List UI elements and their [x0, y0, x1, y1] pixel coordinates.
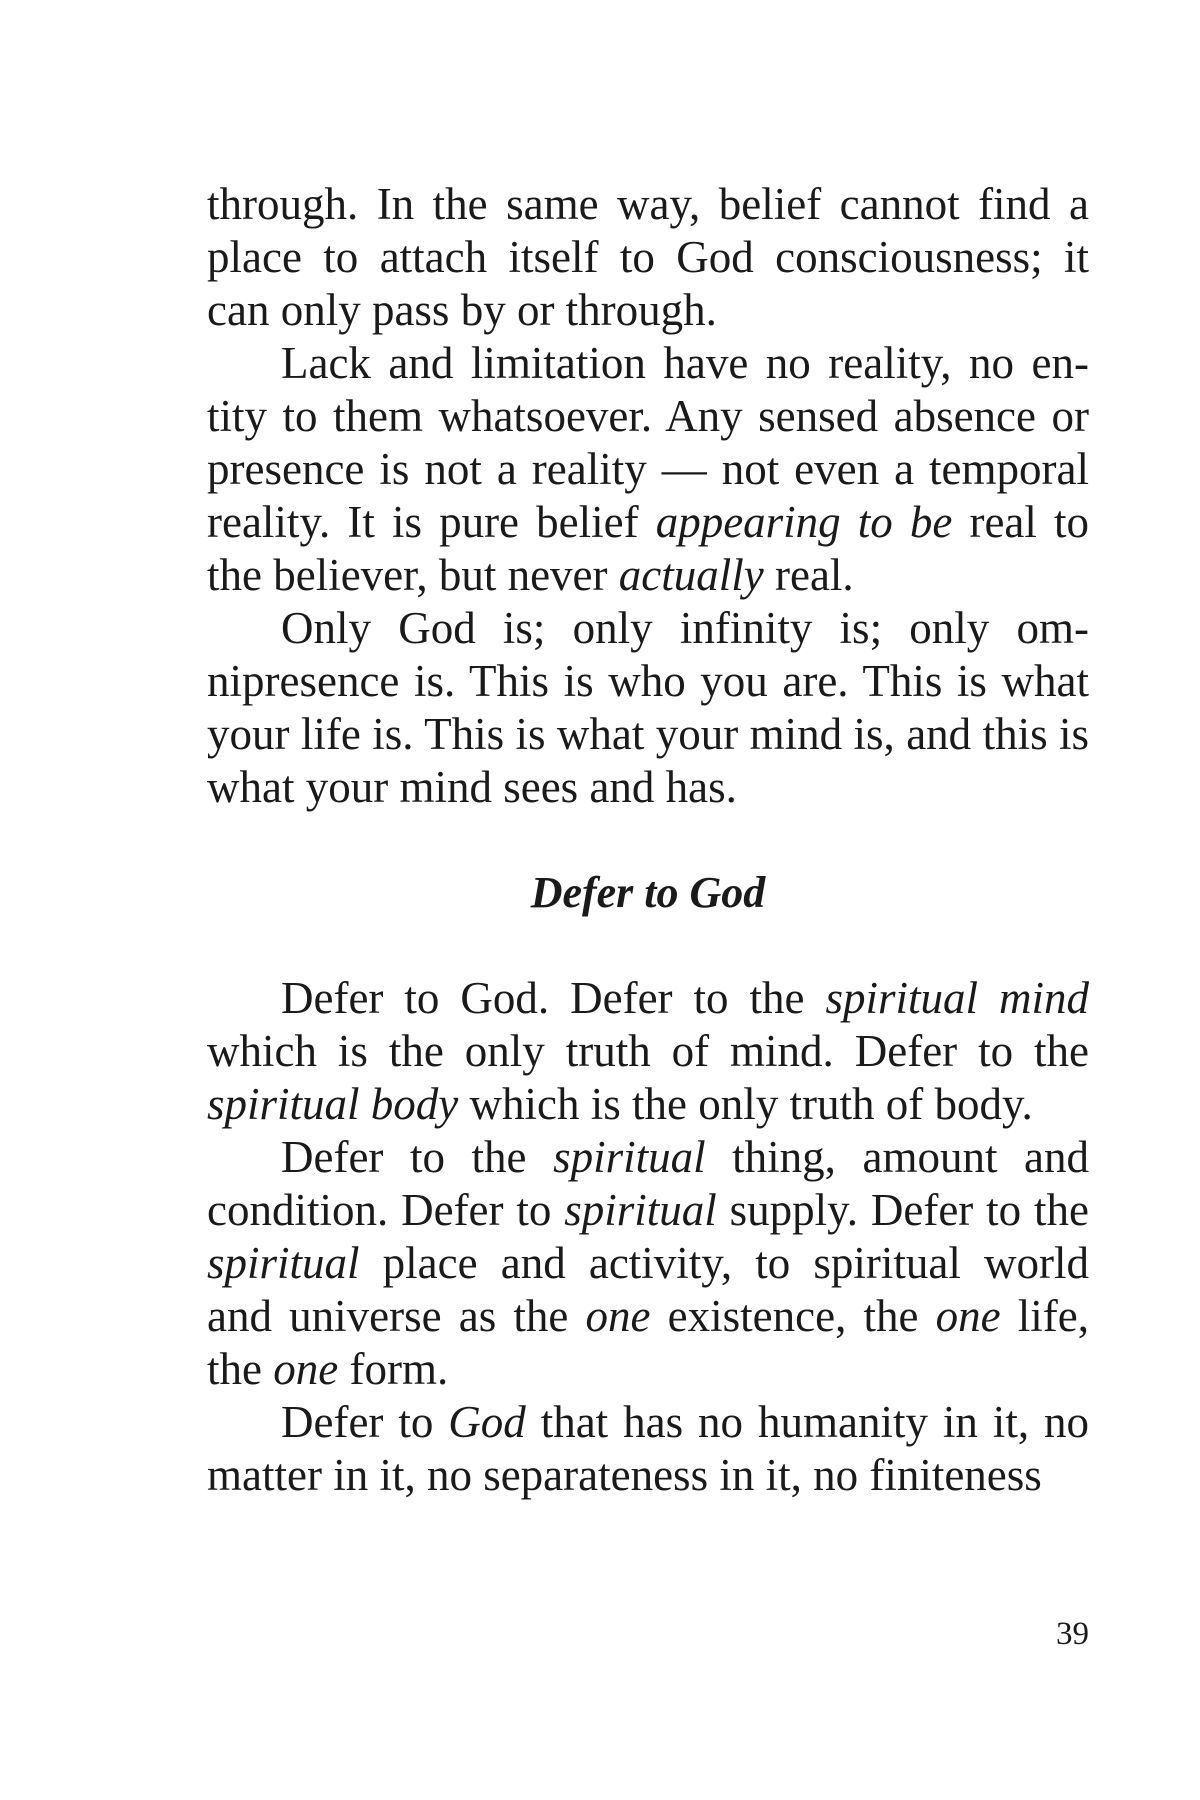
paragraph — [207, 1131, 1089, 1396]
text-run: life, the — [207, 1291, 1089, 1394]
paragraph — [207, 1396, 1089, 1502]
text-run: place and activity, to spiritual world and universe as the — [207, 1238, 1089, 1341]
text-run: Defer to the — [281, 1132, 554, 1182]
text-run: Defer to — [281, 1397, 449, 1447]
italic-text: God — [448, 1397, 526, 1447]
page-body — [207, 178, 1089, 1502]
italic-text: spiritual body — [207, 1079, 459, 1129]
italic-text: appearing to be — [655, 497, 953, 547]
italic-text: actually — [618, 550, 764, 600]
text-run: real. — [763, 550, 854, 600]
text-run: thing, amount and condition. Defer to — [207, 1132, 1089, 1235]
italic-text: spiritual — [564, 1185, 717, 1235]
italic-text: spiritual mind — [825, 973, 1089, 1023]
text-run: through. In the same way, belief cannot find a place to attach itself to God consciousness; it can only pass by or through. — [207, 179, 1089, 335]
text-run: Lack and limitation have no reality, no entity to them whatsoever. Any sensed absence or presence is not a reality — not even a temporal reality. It is pure belief — [207, 338, 1089, 547]
paragraph — [207, 972, 1089, 1131]
paragraph — [207, 602, 1089, 814]
italic-text: one — [585, 1291, 651, 1341]
text-run: which is the only truth of mind. Defer to the — [207, 1026, 1089, 1076]
italic-text: spiritual — [207, 1238, 360, 1288]
italic-text: one — [273, 1344, 339, 1394]
section-heading: Defer to God — [530, 868, 766, 917]
italic-text: spiritual — [553, 1132, 706, 1182]
paragraph — [207, 337, 1089, 602]
text-run: existence, the — [650, 1291, 936, 1341]
text-run: real to the believer, but never — [207, 497, 1090, 600]
text-run: form. — [338, 1344, 449, 1394]
text-run: Only God is; only infinity is; only omnipresence is. This is who you are. This is what your life is. This is what your mind is, and this is what your mind sees and has. — [207, 603, 1089, 812]
paragraph — [207, 178, 1089, 337]
text-run: supply. Defer to the — [716, 1185, 1089, 1235]
page-number: 39 — [1056, 1616, 1089, 1652]
text-run: Defer to God. Defer to the — [281, 973, 826, 1023]
text-run: that has no humanity in it, no matter in it, no separateness in it, no finiteness — [207, 1397, 1089, 1500]
text-run: which is the only truth of body. — [458, 1079, 1033, 1129]
italic-text: one — [935, 1291, 1001, 1341]
